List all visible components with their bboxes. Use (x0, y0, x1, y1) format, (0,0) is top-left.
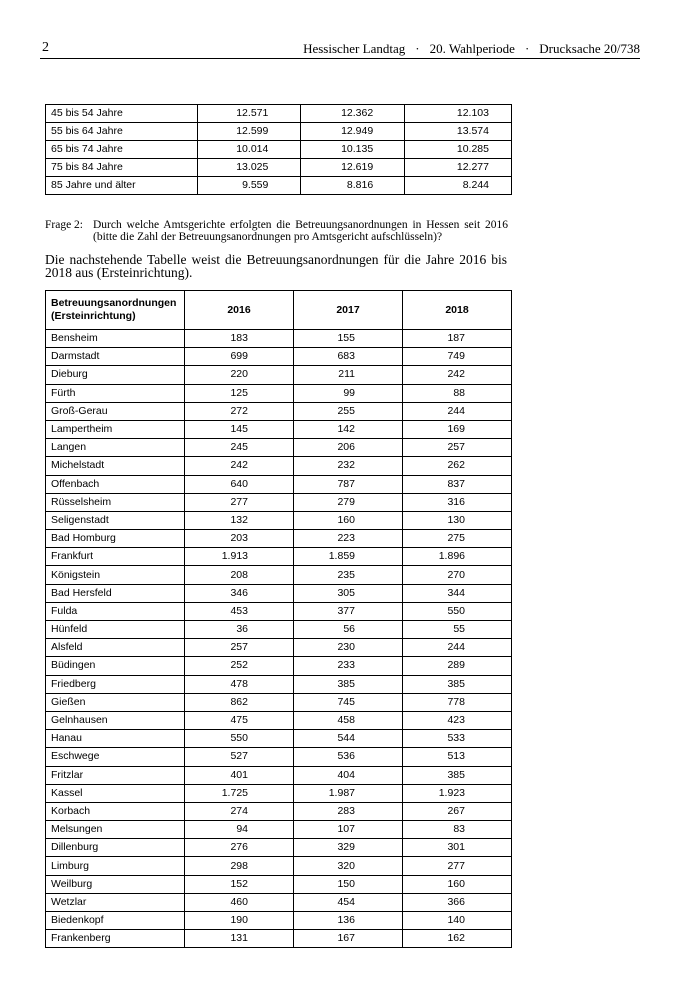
row-label: Seligenstadt (46, 511, 185, 529)
table-row (46, 675, 512, 693)
table-cell: 533 (403, 730, 512, 748)
question-label: Frage 2: (45, 219, 84, 231)
table-cell: 272 (185, 402, 294, 420)
row-label: Michelstadt (46, 457, 185, 475)
publisher: Hessischer Landtag (303, 41, 406, 56)
table-cell: 140 (403, 912, 512, 930)
table-cell: 169 (403, 420, 512, 438)
table-cell: 130 (403, 511, 512, 529)
row-label: Darmstadt (46, 348, 185, 366)
table-row (46, 348, 512, 366)
table-cell: 142 (294, 420, 403, 438)
table-cell: 377 (294, 602, 403, 620)
table-row (46, 439, 512, 457)
table-cell: 385 (403, 675, 512, 693)
table-cell: 13.574 (405, 123, 512, 141)
row-label: Offenbach (46, 475, 185, 493)
table-cell: 257 (403, 439, 512, 457)
answer-text: Die nachstehende Tabelle weist die Betreuungsanordnungen für die Jahre 2016 bis 2018 aus (Ersteinrichtung). (45, 252, 507, 280)
row-label: Dieburg (46, 366, 185, 384)
table-row (46, 912, 512, 930)
table-row (46, 893, 512, 911)
table-cell: 460 (185, 893, 294, 911)
table-cell: 385 (403, 766, 512, 784)
question-text: Durch welche Amtsgerichte erfolgten die Betreuungsanordnungen in Hessen seit 2016 (bitte die Zahl der Betreuungsanordnungen pro Amtsgericht aufschlüsseln)? (93, 219, 508, 243)
table-cell: 10.285 (405, 141, 512, 159)
table-row (46, 693, 512, 711)
table-cell: 12.277 (405, 159, 512, 177)
table-cell: 206 (294, 439, 403, 457)
table-cell: 136 (294, 912, 403, 930)
row-label: Fürth (46, 384, 185, 402)
header-line: Betreuungsanordnungen (51, 297, 177, 309)
table-row (46, 548, 512, 566)
table-cell: 12.103 (405, 105, 512, 123)
row-label: 45 bis 54 Jahre (46, 105, 198, 123)
table-cell: 366 (403, 893, 512, 911)
table-cell: 1.725 (185, 784, 294, 802)
table-row (46, 621, 512, 639)
separator: · (524, 41, 530, 56)
table-cell: 404 (294, 766, 403, 784)
table-row (46, 105, 512, 123)
table-cell: 12.949 (301, 123, 405, 141)
table-cell: 94 (185, 821, 294, 839)
table-cell: 1.987 (294, 784, 403, 802)
table-cell: 183 (185, 330, 294, 348)
table-cell: 150 (294, 875, 403, 893)
table-cell: 453 (185, 602, 294, 620)
table-header-row (46, 291, 512, 330)
table-cell: 244 (403, 402, 512, 420)
column-header-year: 2016 (185, 291, 294, 330)
table-cell: 257 (185, 639, 294, 657)
table-cell: 160 (294, 511, 403, 529)
table-cell: 277 (403, 857, 512, 875)
row-label: Königstein (46, 566, 185, 584)
table-row (46, 566, 512, 584)
table-row (46, 639, 512, 657)
table-row (46, 857, 512, 875)
row-label: Frankenberg (46, 930, 185, 948)
table-row (46, 384, 512, 402)
row-label: Hanau (46, 730, 185, 748)
table-row (46, 141, 512, 159)
table-cell: 242 (185, 457, 294, 475)
column-header-court (46, 291, 185, 330)
row-label: Korbach (46, 802, 185, 820)
column-header-year: 2018 (403, 291, 512, 330)
table-cell: 270 (403, 566, 512, 584)
table-cell: 83 (403, 821, 512, 839)
table-cell: 233 (294, 657, 403, 675)
table-row (46, 821, 512, 839)
table-cell: 252 (185, 657, 294, 675)
table-row (46, 748, 512, 766)
table-cell: 132 (185, 511, 294, 529)
table-row (46, 584, 512, 602)
table-row (46, 511, 512, 529)
table-row (46, 457, 512, 475)
table-cell: 544 (294, 730, 403, 748)
row-label: 75 bis 84 Jahre (46, 159, 198, 177)
table-row (46, 711, 512, 729)
question-block (45, 219, 508, 243)
legislative-period: 20. Wahlperiode (429, 41, 515, 56)
table-row (46, 493, 512, 511)
table-cell: 232 (294, 457, 403, 475)
table-cell: 837 (403, 475, 512, 493)
table-cell: 283 (294, 802, 403, 820)
separator: · (415, 41, 420, 56)
table-cell: 56 (294, 621, 403, 639)
table-cell: 9.559 (197, 177, 301, 195)
table-cell: 475 (185, 711, 294, 729)
row-label: Hünfeld (46, 621, 185, 639)
table-cell: 8.816 (301, 177, 405, 195)
header-line: (Ersteinrichtung) (51, 310, 136, 322)
table-cell: 235 (294, 566, 403, 584)
row-label: Eschwege (46, 748, 185, 766)
table-row (46, 766, 512, 784)
table-row (46, 420, 512, 438)
table-row (46, 784, 512, 802)
table-cell: 787 (294, 475, 403, 493)
row-label: Bad Hersfeld (46, 584, 185, 602)
table-cell: 1.913 (185, 548, 294, 566)
table-cell: 245 (185, 439, 294, 457)
row-label: Weilburg (46, 875, 185, 893)
table-row (46, 802, 512, 820)
table-cell: 36 (185, 621, 294, 639)
document-number: Drucksache 20/738 (539, 41, 640, 56)
table-cell: 527 (185, 748, 294, 766)
table-cell: 320 (294, 857, 403, 875)
table-cell: 778 (403, 693, 512, 711)
table-cell: 1.896 (403, 548, 512, 566)
row-label: Friedberg (46, 675, 185, 693)
table-cell: 316 (403, 493, 512, 511)
table-cell: 10.014 (197, 141, 301, 159)
page-header (40, 40, 640, 59)
table-cell: 162 (403, 930, 512, 948)
table-cell: 255 (294, 402, 403, 420)
table-cell: 12.362 (301, 105, 405, 123)
table-cell: 55 (403, 621, 512, 639)
table-cell: 242 (403, 366, 512, 384)
table-cell: 160 (403, 875, 512, 893)
row-label: Bad Homburg (46, 530, 185, 548)
table-cell: 12.571 (197, 105, 301, 123)
running-head (303, 41, 640, 57)
table-row (46, 366, 512, 384)
table-cell: 13.025 (197, 159, 301, 177)
table-cell: 211 (294, 366, 403, 384)
table-cell: 220 (185, 366, 294, 384)
row-label: 65 bis 74 Jahre (46, 141, 198, 159)
row-label: Lampertheim (46, 420, 185, 438)
table-cell: 1.923 (403, 784, 512, 802)
table-row (46, 730, 512, 748)
table-cell: 203 (185, 530, 294, 548)
table-row (46, 402, 512, 420)
table-cell: 187 (403, 330, 512, 348)
table-row (46, 530, 512, 548)
row-label: Wetzlar (46, 893, 185, 911)
row-label: Dillenburg (46, 839, 185, 857)
table-cell: 385 (294, 675, 403, 693)
table-cell: 550 (185, 730, 294, 748)
row-label: Kassel (46, 784, 185, 802)
table-cell: 267 (403, 802, 512, 820)
table-cell: 155 (294, 330, 403, 348)
table-row (46, 602, 512, 620)
row-label: Langen (46, 439, 185, 457)
table-cell: 550 (403, 602, 512, 620)
row-label: Büdingen (46, 657, 185, 675)
table-cell: 279 (294, 493, 403, 511)
table-cell: 344 (403, 584, 512, 602)
table-cell: 88 (403, 384, 512, 402)
table-cell: 513 (403, 748, 512, 766)
table-cell: 244 (403, 639, 512, 657)
table-cell: 131 (185, 930, 294, 948)
row-label: 85 Jahre und älter (46, 177, 198, 195)
table-cell: 458 (294, 711, 403, 729)
table-cell: 230 (294, 639, 403, 657)
table-cell: 536 (294, 748, 403, 766)
table-cell: 190 (185, 912, 294, 930)
table-cell: 401 (185, 766, 294, 784)
table-cell: 478 (185, 675, 294, 693)
row-label: Frankfurt (46, 548, 185, 566)
table-row (46, 839, 512, 857)
table-cell: 749 (403, 348, 512, 366)
row-label: Biedenkopf (46, 912, 185, 930)
table-cell: 277 (185, 493, 294, 511)
table-cell: 346 (185, 584, 294, 602)
table-cell: 167 (294, 930, 403, 948)
table-cell: 125 (185, 384, 294, 402)
row-label: Fritzlar (46, 766, 185, 784)
table-cell: 298 (185, 857, 294, 875)
table-cell: 289 (403, 657, 512, 675)
table-cell: 305 (294, 584, 403, 602)
row-label: Alsfeld (46, 639, 185, 657)
table-cell: 152 (185, 875, 294, 893)
age-group-table (45, 104, 512, 195)
row-label: Rüsselsheim (46, 493, 185, 511)
table-cell: 1.859 (294, 548, 403, 566)
table-cell: 262 (403, 457, 512, 475)
table-cell: 274 (185, 802, 294, 820)
table-row (46, 123, 512, 141)
row-label: Limburg (46, 857, 185, 875)
table-row (46, 930, 512, 948)
table-row (46, 330, 512, 348)
table-row (46, 475, 512, 493)
table-cell: 12.619 (301, 159, 405, 177)
table-cell: 10.135 (301, 141, 405, 159)
court-orders-table (45, 290, 512, 948)
table-row (46, 159, 512, 177)
table-cell: 107 (294, 821, 403, 839)
row-label: Gießen (46, 693, 185, 711)
table-cell: 301 (403, 839, 512, 857)
table-cell: 8.244 (405, 177, 512, 195)
table-cell: 275 (403, 530, 512, 548)
column-header-year: 2017 (294, 291, 403, 330)
table-cell: 683 (294, 348, 403, 366)
table-cell: 454 (294, 893, 403, 911)
page-number: 2 (42, 40, 49, 55)
row-label: Bensheim (46, 330, 185, 348)
table-cell: 145 (185, 420, 294, 438)
table-row (46, 657, 512, 675)
table-cell: 640 (185, 475, 294, 493)
table-cell: 423 (403, 711, 512, 729)
table-cell: 12.599 (197, 123, 301, 141)
row-label: Gelnhausen (46, 711, 185, 729)
table-cell: 99 (294, 384, 403, 402)
row-label: 55 bis 64 Jahre (46, 123, 198, 141)
table-cell: 208 (185, 566, 294, 584)
table-cell: 329 (294, 839, 403, 857)
table-row (46, 875, 512, 893)
table-cell: 223 (294, 530, 403, 548)
table-cell: 745 (294, 693, 403, 711)
table-cell: 276 (185, 839, 294, 857)
row-label: Fulda (46, 602, 185, 620)
table-cell: 862 (185, 693, 294, 711)
table-cell: 699 (185, 348, 294, 366)
row-label: Melsungen (46, 821, 185, 839)
row-label: Groß-Gerau (46, 402, 185, 420)
table-row (46, 177, 512, 195)
